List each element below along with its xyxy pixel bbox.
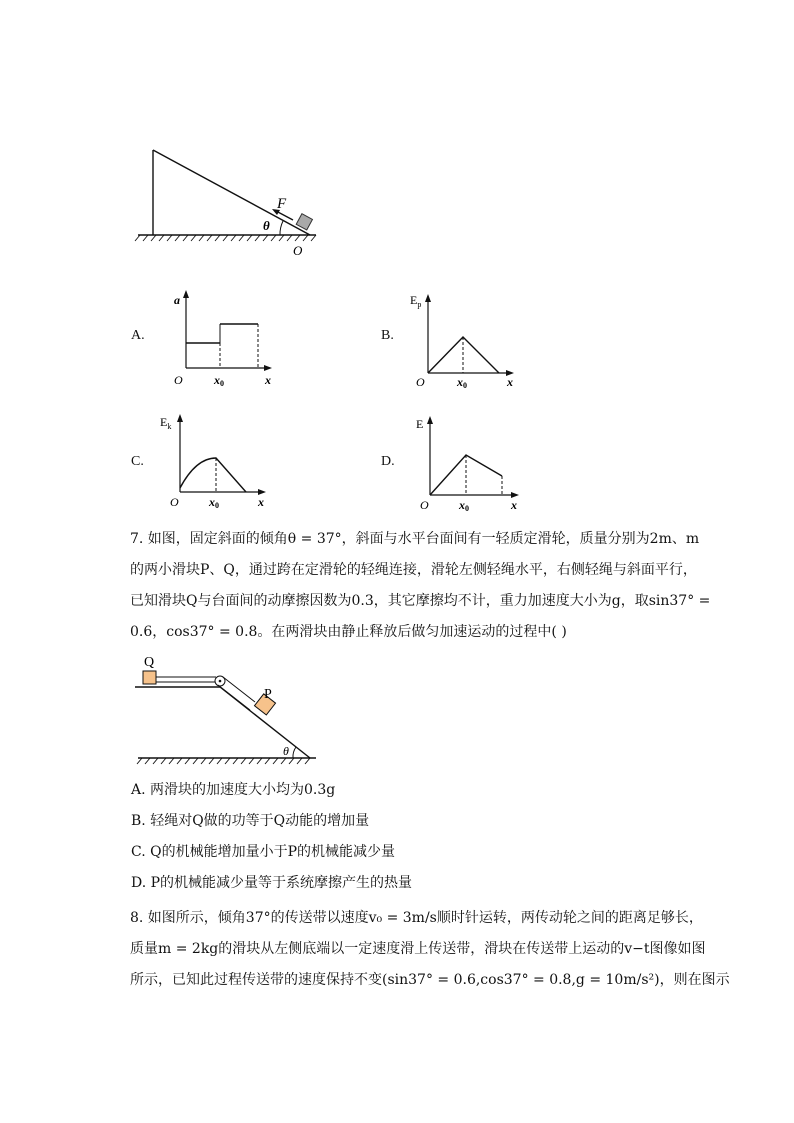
ek-curve — [180, 458, 246, 492]
option-b-graph — [410, 288, 530, 398]
x-axis-label: x — [511, 498, 517, 512]
origin-label: O — [174, 373, 183, 387]
x-axis-label: x — [258, 495, 264, 509]
origin-label: O — [293, 243, 303, 258]
q7-line-1: 7. 如图，固定斜面的倾角θ = 37°，斜面与水平台面间有一轻质定滑轮，质量分别为2m、m — [130, 531, 700, 547]
angle-arc — [280, 221, 283, 235]
q7-ground-hatch — [137, 758, 310, 764]
option-c-graph — [158, 410, 283, 515]
ground-hatch — [135, 235, 316, 241]
q7-line-2: 的两小滑块P、Q，通过跨在定滑轮的轻绳连接，滑轮左侧轻绳水平，右侧轻绳与斜面平行， — [130, 562, 697, 578]
block — [296, 214, 312, 230]
y-axis-label: $E_p$ — [410, 293, 422, 309]
q8-line-2: 质量m = 2kg的滑块从左侧底端以一定速度滑上传送带，滑块在传送带上运动的v−t图像如图 — [130, 941, 706, 957]
x-axis-label: x — [507, 375, 513, 389]
q7-choice-d: D. P的机械能减少量等于系统摩擦产生的热量 — [131, 875, 413, 891]
option-d-letter: D. — [381, 454, 395, 469]
q7-choice-a: A. 两滑块的加速度大小均为0.3g — [131, 782, 336, 798]
q7-choice-b: B. 轻绳对Q做的功等于Q动能的增加量 — [131, 813, 370, 829]
option-a-graph — [168, 288, 288, 398]
x0-label: x0 — [214, 373, 224, 388]
x-axis-label: x — [265, 373, 271, 387]
origin-label: O — [170, 495, 179, 509]
angle-label: θ — [263, 218, 270, 233]
y-axis-label: $E_k$ — [160, 415, 172, 431]
q-label: Q — [144, 655, 155, 670]
x0-label: x0 — [457, 375, 467, 390]
y-axis-label: E — [416, 417, 424, 431]
q8-line-1: 8. 如图所示，倾角37°的传送带以速度v₀ = 3m/s顺时针运转，两传动轮之间的距离足够长， — [130, 910, 703, 926]
option-c-letter: C. — [131, 454, 144, 469]
origin-label: O — [416, 375, 425, 389]
option-a-letter: A. — [131, 328, 145, 343]
q7-choice-c: C. Q的机械能增加量小于P的机械能减少量 — [131, 844, 396, 860]
block-q — [143, 671, 156, 684]
q8-line-3: 所示，已知此过程传送带的速度保持不变(sin37° = 0.6,cos37° = 0.8,g = 10m/s²)，则在图示 — [130, 972, 730, 988]
q7-angle-label: θ — [283, 744, 289, 758]
q7-line-3: 已知滑块Q与台面间的动摩擦因数为0.3，其它摩擦均不计，重力加速度大小为g，取sin37° = — [130, 593, 711, 609]
option-b-letter: B. — [381, 328, 394, 343]
option-d-graph — [410, 410, 535, 515]
x0-label: x0 — [209, 495, 219, 510]
incline-figure — [130, 140, 330, 260]
origin-label: O — [420, 498, 429, 512]
y-axis-label: a — [174, 293, 180, 307]
q7-line-4: 0.6，cos37° = 0.8。在两滑块由静止释放后做匀加速运动的过程中( ) — [130, 624, 567, 640]
force-label: F — [277, 196, 287, 212]
q7-pulley-figure — [130, 650, 330, 770]
x0-label: x0 — [459, 498, 469, 513]
p-label: P — [264, 687, 272, 702]
